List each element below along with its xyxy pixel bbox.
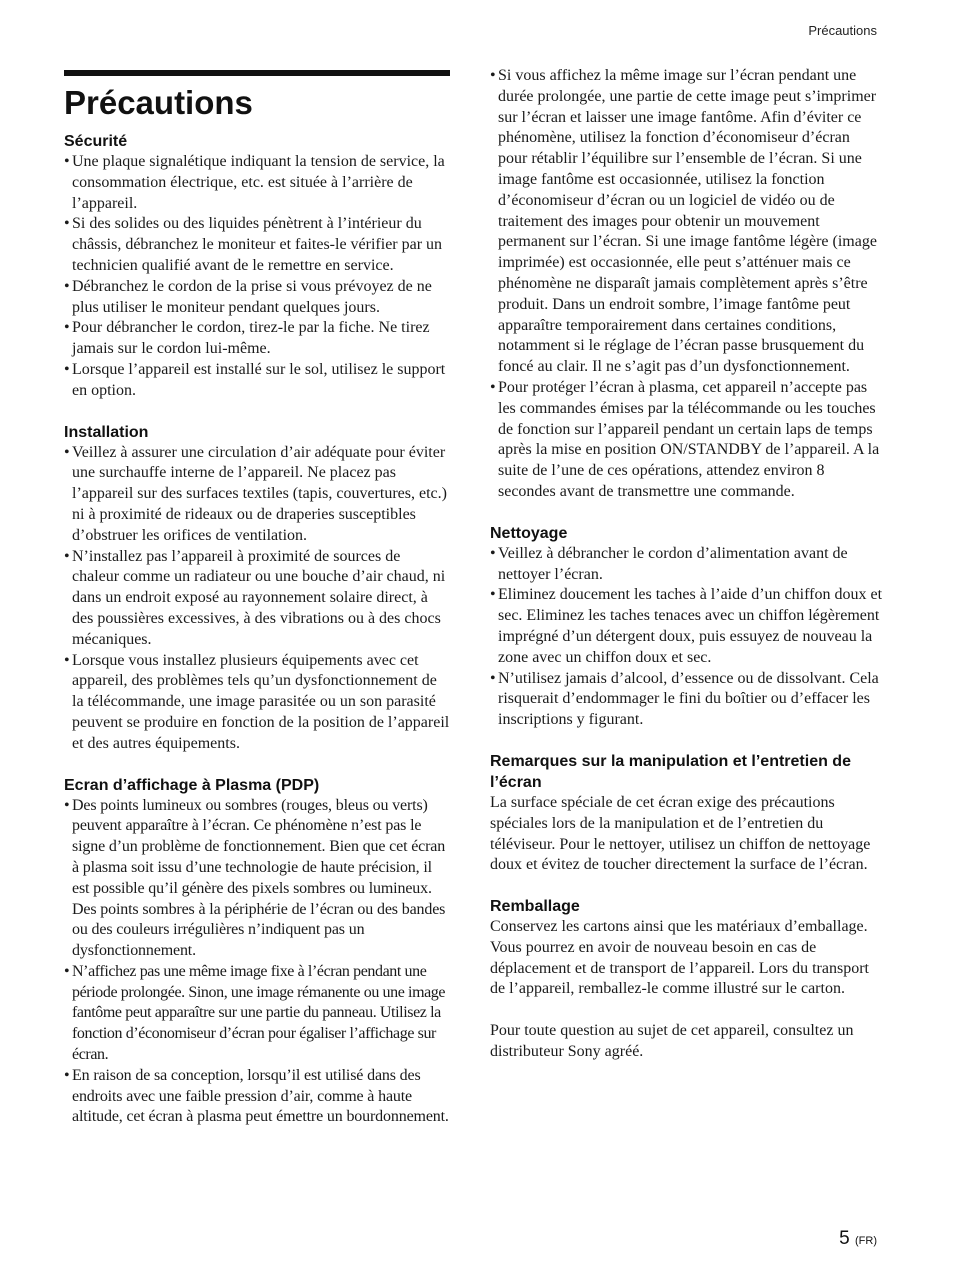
list-item: • N’installez pas l’appareil à proximité de sources de chaleur comme un radiateur ou une bouche d’air chaud, ni dans un endroit exposé au rayonnement solaire direct, à des poussières excessives, à des vibrations ou à des chocs mécaniques. — [64, 547, 450, 651]
section-installation — [64, 422, 450, 755]
list-item: • Lorsque vous installez plusieurs équipements avec cet appareil, des problèmes tels qu’un dysfonctionnement de la télécommande, une image parasitée ou un son parasité peuvent se produire en fonction de la position de l’appareil et des autres équipements. — [64, 651, 450, 755]
page-title: Précautions — [64, 84, 253, 121]
section-heading: Remarques sur la manipulation et l’entretien de l’écran — [490, 752, 851, 791]
section-nettoyage — [490, 523, 882, 731]
bullet-list — [64, 796, 450, 1129]
section-heading: Installation — [64, 423, 149, 441]
right-column — [490, 66, 882, 1083]
paragraph: La surface spéciale de cet écran exige des précautions spéciales lors de la manipulation et de l’entretien du téléviseur. Pour le nettoyer, utilisez un chiffon de nettoyage doux et évitez de toucher directement la surface de l’écran. — [490, 793, 871, 874]
list-item: • En raison de sa conception, lorsqu’il est utilisé dans des endroits avec une faible pression d’air, comme à haute altitude, cet écran à plasma peut émettre un bourdonnement. — [64, 1066, 450, 1128]
list-item: • Une plaque signalétique indiquant la tension de service, la consommation électrique, etc. est située à l’arrière de l’appareil. — [64, 152, 450, 214]
page-number-value: 5 — [839, 1228, 850, 1249]
title-rule — [64, 70, 450, 76]
left-column — [64, 66, 450, 1148]
list-item: • Si vous affichez la même image sur l’écran pendant une durée prolongée, une partie de cette image peut s’imprimer sur l’écran et laisser une image fantôme. Afin d’éviter ce phénomène, utilisez la fonction d’économiseur d’écran pour rétablir l’équilibre sur l’ensemble de l’écran. Si une image fantôme est occasionnée, utilisez la fonction d’économiseur d’écran ou un logiciel de vidéo ou de traitement des images pour obtenir un mouvement permanent sur l’écran. Si une image fantôme légère (image imprimée) est occasionnée, elle peut s’atténuer mais ce phénomène ne disparaît jamais complètement après s’être produit. Dans un endroit sombre, l’image fantôme peut apparaître temporairement dans certaines conditions, notamment si le réglage de l’écran passe brusquement du foncé au clair. Il ne s’agit pas d’un dysfonctionnement. — [490, 66, 882, 378]
list-item: • Pour protéger l’écran à plasma, cet appareil n’accepte pas les commandes émises par la télécommande ou les touches de fonction sur l’appareil pendant un certain laps de temps après la mise en position ON/STANDBY de l’appareil. A la suite de l’une de ces opérations, attendez environ 8 secondes avant de transmettre une commande. — [490, 378, 882, 503]
page-number — [839, 1228, 877, 1250]
list-item: • Lorsque l’appareil est installé sur le sol, utilisez le support en option. — [64, 360, 450, 402]
bullet-list — [64, 152, 450, 402]
list-item: • Pour débrancher le cordon, tirez-le par la fiche. Ne tirez jamais sur le cordon lui-même. — [64, 318, 450, 360]
list-item: • Veillez à débrancher le cordon d’alimentation avant de nettoyer l’écran. — [490, 544, 882, 586]
contact-paragraph: Pour toute question au sujet de cet appareil, consultez un distributeur Sony agréé. — [490, 1022, 854, 1061]
section-remballage — [490, 896, 882, 1063]
list-item: • N’affichez pas une même image fixe à l’écran pendant une période prolongée. Sinon, une image rémanente ou une image fantôme peut apparaître sur une partie du panneau. Utilisez la fonction d’économiseur d’écran pour égaliser l’affichage sur écran. — [64, 962, 450, 1066]
list-item: • Si des solides ou des liquides pénètrent à l’intérieur du châssis, débranchez le moniteur et faites-le vérifier par un technicien qualifié avant de le remettre en service. — [64, 214, 450, 276]
list-item: • N’utilisez jamais d’alcool, d’essence ou de dissolvant. Cela risquerait d’endommager le fini du boîtier ou d’effacer les inscriptions y figurant. — [490, 669, 882, 731]
list-item: • Des points lumineux ou sombres (rouges, bleus ou verts) peuvent apparaître à l’écran. Ce phénomène n’est pas le signe d’un problème de fonctionnement. Bien que cet écran à plasma soit issu d’une technologie de haute précision, il est possible qu’il génère des pixels sombres ou lumineux. Des points sombres à la périphérie de l’écran ou des bandes ou des couleurs irrégulières n’indiquent pas un dysfonctionnement. — [64, 796, 450, 962]
section-heading: Nettoyage — [490, 524, 568, 542]
section-remarques — [490, 751, 882, 876]
section-pdp-continued — [490, 66, 882, 503]
running-head: Précautions — [808, 23, 877, 38]
section-heading: Sécurité — [64, 133, 128, 150]
list-item: • Veillez à assurer une circulation d’air adéquate pour éviter une surchauffe interne de l’appareil. Ne placez pas l’appareil sur des surfaces textiles (tapis, couvertures, etc.) ni à proximité de rideaux ou de draperies susceptibles d’obstruer les orifices de ventilation. — [64, 443, 450, 547]
list-item: • Débranchez le cordon de la prise si vous prévoyez de ne plus utiliser le moniteur pendant quelques jours. — [64, 277, 450, 319]
bullet-list — [490, 66, 882, 503]
list-item: • Eliminez doucement les taches à l’aide d’un chiffon doux et sec. Eliminez les taches tenaces avec un chiffon légèrement imprégné d’un détergent doux, puis essuyez de nouveau la zone avec un chiffon doux et sec. — [490, 585, 882, 668]
section-pdp — [64, 775, 450, 1129]
paragraph: Conservez les cartons ainsi que les matériaux d’emballage. Vous pourrez en avoir de nouveau besoin en cas de déplacement et de transport de l’appareil. Lors du transport de l’appareil, remballez-le comme illustré sur le carton. — [490, 918, 869, 998]
bullet-list — [490, 544, 882, 731]
bullet-list — [64, 443, 450, 755]
section-heading: Ecran d’affichage à Plasma (PDP) — [64, 776, 320, 794]
section-heading: Remballage — [490, 898, 580, 916]
page-language: (FR) — [855, 1235, 877, 1247]
section-securite — [64, 131, 450, 402]
